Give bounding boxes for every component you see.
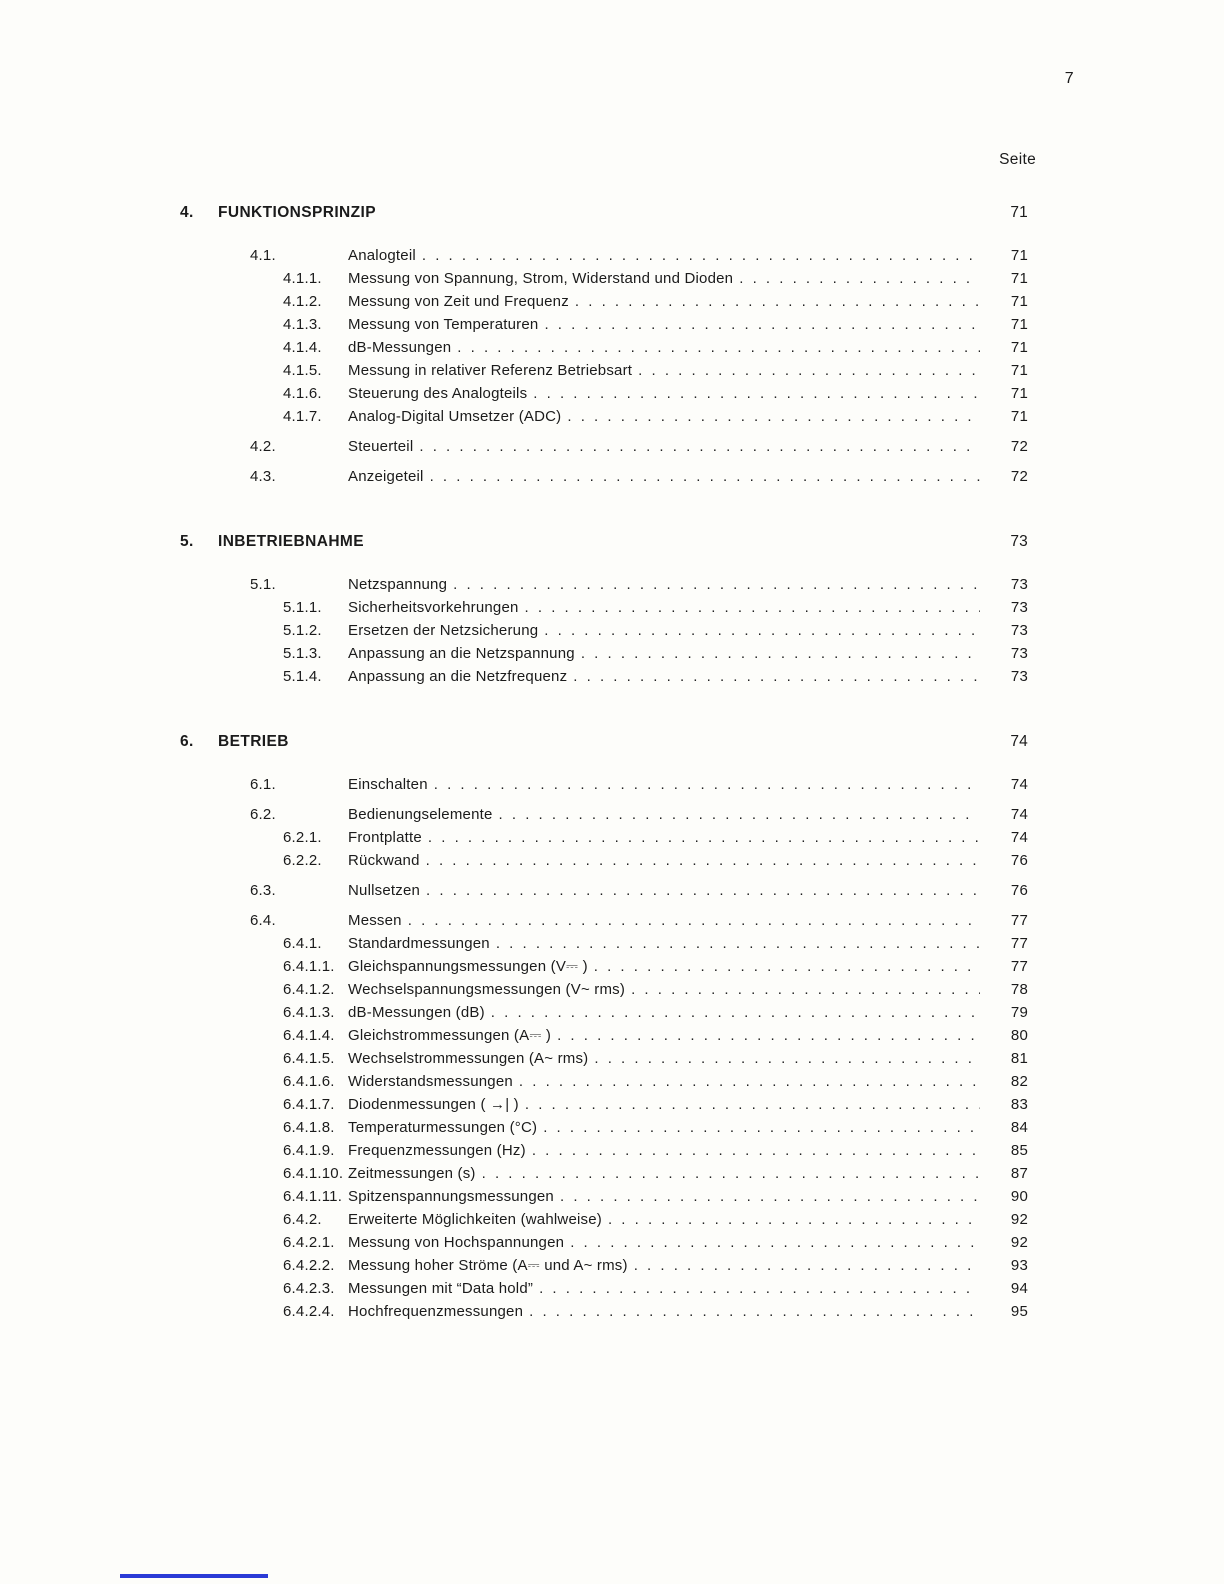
- toc-entry: [180, 803, 1028, 826]
- toc-entry: [180, 642, 1028, 665]
- entry-page: 76: [1010, 882, 1028, 899]
- entry-title: Gleichstrommessungen (A⎓ ): [348, 1027, 552, 1044]
- toc-entry: [180, 244, 1028, 267]
- dot-leader: [594, 1047, 980, 1070]
- entry-page: 84: [1010, 1119, 1028, 1136]
- entry-page: 74: [1010, 806, 1028, 823]
- entry-page: 78: [1010, 981, 1028, 998]
- dot-leader: [739, 267, 980, 290]
- toc-entry: [180, 573, 1028, 596]
- entry-page: 73: [1010, 599, 1028, 616]
- toc-section: [180, 201, 1028, 488]
- entry-number: 6.4.1.8.: [283, 1119, 335, 1136]
- entry-title: Messung in relativer Referenz Betriebsart: [348, 362, 633, 379]
- entry-title: dB-Messungen: [348, 339, 452, 356]
- entry-number: 6.4.2.2.: [283, 1257, 335, 1274]
- toc-block: [180, 879, 1028, 902]
- entry-title: Temperaturmessungen (°C): [348, 1119, 538, 1136]
- toc-entry: [180, 313, 1028, 336]
- section-page: 71: [1010, 204, 1028, 221]
- entry-title: Diodenmessungen ( →| ): [348, 1096, 519, 1113]
- dot-leader: [533, 382, 980, 405]
- blue-line-mark: [120, 1574, 268, 1578]
- dot-leader: [525, 1093, 980, 1116]
- dot-leader: [519, 1070, 980, 1093]
- entry-title: Anpassung an die Netzfrequenz: [348, 668, 568, 685]
- entry-number: 4.1.2.: [283, 293, 322, 310]
- dot-leader: [419, 435, 980, 458]
- entry-number: 6.4.1.6.: [283, 1073, 335, 1090]
- dot-leader: [638, 359, 980, 382]
- entry-number: 6.4.: [250, 912, 276, 929]
- entry-title: Messung von Temperaturen: [348, 316, 539, 333]
- entry-number: 6.4.1.9.: [283, 1142, 335, 1159]
- toc-entry: [180, 435, 1028, 458]
- entry-page: 81: [1010, 1050, 1028, 1067]
- entry-page: 74: [1010, 829, 1028, 846]
- entry-number: 6.3.: [250, 882, 276, 899]
- entry-title: Messung von Zeit und Frequenz: [348, 293, 569, 310]
- entry-number: 6.4.2.: [283, 1211, 322, 1228]
- entry-title: Sicherheitsvorkehrungen: [348, 599, 519, 616]
- entry-number: 6.4.2.1.: [283, 1234, 335, 1251]
- toc-entry: [180, 382, 1028, 405]
- dot-leader: [544, 313, 980, 336]
- entry-title: Standardmessungen: [348, 935, 490, 952]
- toc-entry: [180, 1162, 1028, 1185]
- entry-page: 83: [1010, 1096, 1028, 1113]
- dot-leader: [496, 932, 980, 955]
- entry-page: 73: [1010, 622, 1028, 639]
- entry-title: Messen: [348, 912, 402, 929]
- entry-title: Ersetzen der Netzsicherung: [348, 622, 539, 639]
- entry-page: 71: [1010, 247, 1028, 264]
- dot-leader: [544, 619, 980, 642]
- toc-block: [180, 909, 1028, 1323]
- dot-leader: [575, 290, 980, 313]
- entry-title: Wechselstrommessungen (A~ rms): [348, 1050, 589, 1067]
- dot-leader: [499, 803, 980, 826]
- entry-number: 6.4.2.3.: [283, 1280, 335, 1297]
- entry-page: 71: [1010, 362, 1028, 379]
- dot-leader: [634, 1254, 980, 1277]
- dot-leader: [428, 826, 980, 849]
- entry-number: 5.1.2.: [283, 622, 322, 639]
- toc-entry: [180, 465, 1028, 488]
- entry-title: Anzeigeteil: [348, 468, 424, 485]
- entry-number: 5.1.3.: [283, 645, 322, 662]
- entry-title: Messung hoher Ströme (A⎓ und A~ rms): [348, 1257, 628, 1274]
- entry-page: 95: [1010, 1303, 1028, 1320]
- entry-number: 6.4.1.5.: [283, 1050, 335, 1067]
- entry-title: Netzspannung: [348, 576, 448, 593]
- dot-leader: [560, 1185, 980, 1208]
- entry-number: 6.4.1.2.: [283, 981, 335, 998]
- toc-block: [180, 465, 1028, 488]
- entry-title: Frontplatte: [348, 829, 422, 846]
- entry-title: Bedienungselemente: [348, 806, 493, 823]
- toc-entry: [180, 773, 1028, 796]
- dot-leader: [491, 1001, 980, 1024]
- toc-entry: [180, 849, 1028, 872]
- entry-number: 5.1.1.: [283, 599, 322, 616]
- toc-entry: [180, 1024, 1028, 1047]
- entry-page: 92: [1010, 1234, 1028, 1251]
- toc-entry: [180, 1139, 1028, 1162]
- toc-entry: [180, 1254, 1028, 1277]
- entry-title: Messung von Spannung, Strom, Widerstand und Dioden: [348, 270, 734, 287]
- entry-page: 73: [1010, 576, 1028, 593]
- toc-entry: [180, 336, 1028, 359]
- dot-leader: [453, 573, 980, 596]
- dot-leader: [532, 1139, 980, 1162]
- dot-leader: [408, 909, 980, 932]
- entry-page: 71: [1010, 293, 1028, 310]
- entry-title: Rückwand: [348, 852, 420, 869]
- entry-page: 71: [1010, 385, 1028, 402]
- toc-entry: [180, 1001, 1028, 1024]
- dot-leader: [557, 1024, 980, 1047]
- entry-page: 93: [1010, 1257, 1028, 1274]
- entry-title: Nullsetzen: [348, 882, 421, 899]
- section-heading: [180, 201, 1028, 224]
- entry-number: 4.1.7.: [283, 408, 322, 425]
- toc-entry: [180, 955, 1028, 978]
- toc-entry: [180, 1047, 1028, 1070]
- entry-number: 6.1.: [250, 776, 276, 793]
- entry-number: 6.4.1.4.: [283, 1027, 335, 1044]
- entry-number: 4.1.4.: [283, 339, 322, 356]
- toc-block: [180, 435, 1028, 458]
- section-heading: [180, 530, 1028, 553]
- entry-page: 77: [1010, 935, 1028, 952]
- entry-page: 71: [1010, 316, 1028, 333]
- section-title: BETRIEB: [218, 733, 289, 750]
- entry-number: 6.2.1.: [283, 829, 322, 846]
- dot-leader: [525, 596, 980, 619]
- entry-number: 4.1.1.: [283, 270, 322, 287]
- entry-title: Analog-Digital Umsetzer (ADC): [348, 408, 562, 425]
- toc-entry: [180, 826, 1028, 849]
- dot-leader: [482, 1162, 980, 1185]
- section-title: FUNKTIONSPRINZIP: [218, 204, 376, 221]
- entry-page: 85: [1010, 1142, 1028, 1159]
- toc-block: [180, 573, 1028, 688]
- entry-number: 6.4.2.4.: [283, 1303, 335, 1320]
- entry-page: 74: [1010, 776, 1028, 793]
- entry-page: 76: [1010, 852, 1028, 869]
- entry-title: Spitzenspannungsmessungen: [348, 1188, 554, 1205]
- toc-entry: [180, 1116, 1028, 1139]
- entry-number: 4.1.: [250, 247, 276, 264]
- entry-page: 87: [1010, 1165, 1028, 1182]
- entry-number: 6.4.1.10.: [283, 1165, 344, 1182]
- toc-entry: [180, 932, 1028, 955]
- toc-block: [180, 773, 1028, 796]
- toc-block: [180, 244, 1028, 428]
- entry-title: Messungen mit “Data hold”: [348, 1280, 534, 1297]
- entry-title: Frequenzmessungen (Hz): [348, 1142, 526, 1159]
- entry-number: 5.1.: [250, 576, 276, 593]
- entry-number: 4.2.: [250, 438, 276, 455]
- toc-entry: [180, 879, 1028, 902]
- entry-title: Erweiterte Möglichkeiten (wahlweise): [348, 1211, 602, 1228]
- toc-entry: [180, 1185, 1028, 1208]
- entry-number: 6.4.1.11.: [283, 1188, 343, 1205]
- entry-number: 6.2.: [250, 806, 276, 823]
- entry-page: 80: [1010, 1027, 1028, 1044]
- table-of-contents: [180, 201, 1028, 1323]
- section-number: 6.: [180, 733, 194, 750]
- dot-leader: [426, 879, 980, 902]
- dot-leader: [422, 244, 980, 267]
- entry-page: 79: [1010, 1004, 1028, 1021]
- toc-entry: [180, 290, 1028, 313]
- toc-entry: [180, 359, 1028, 382]
- entry-page: 94: [1010, 1280, 1028, 1297]
- toc-entry: [180, 665, 1028, 688]
- entry-title: Wechselspannungsmessungen (V~ rms): [348, 981, 626, 998]
- entry-page: 71: [1010, 270, 1028, 287]
- toc-entry: [180, 619, 1028, 642]
- dot-leader: [581, 642, 980, 665]
- toc-section: [180, 730, 1028, 1323]
- entry-page: 72: [1010, 438, 1028, 455]
- entry-title: Analogteil: [348, 247, 416, 264]
- entry-title: Steuerteil: [348, 438, 414, 455]
- entry-page: 72: [1010, 468, 1028, 485]
- entry-title: Zeitmessungen (s): [348, 1165, 476, 1182]
- dot-leader: [570, 1231, 980, 1254]
- section-title: INBETRIEBNAHME: [218, 533, 364, 550]
- entry-page: 73: [1010, 645, 1028, 662]
- section-page: 73: [1010, 533, 1028, 550]
- dot-leader: [567, 405, 980, 428]
- page-number: 7: [1064, 70, 1074, 87]
- entry-number: 5.1.4.: [283, 668, 322, 685]
- section-page: 74: [1010, 733, 1028, 750]
- toc-entry: [180, 1231, 1028, 1254]
- toc-entry: [180, 267, 1028, 290]
- dot-leader: [631, 978, 980, 1001]
- toc-entry: [180, 1093, 1028, 1116]
- seite-column-header: Seite: [999, 151, 1036, 168]
- entry-title: Einschalten: [348, 776, 428, 793]
- toc-section: [180, 530, 1028, 688]
- entry-page: 92: [1010, 1211, 1028, 1228]
- dot-leader: [426, 849, 980, 872]
- entry-number: 4.1.6.: [283, 385, 322, 402]
- dot-leader: [594, 955, 980, 978]
- dot-leader: [457, 336, 980, 359]
- entry-number: 6.4.1.3.: [283, 1004, 335, 1021]
- section-number: 4.: [180, 204, 194, 221]
- toc-entry: [180, 1070, 1028, 1093]
- entry-page: 73: [1010, 668, 1028, 685]
- dot-leader: [539, 1277, 980, 1300]
- toc-block: [180, 803, 1028, 872]
- entry-title: Messung von Hochspannungen: [348, 1234, 565, 1251]
- dot-leader: [434, 773, 980, 796]
- entry-number: 6.4.1.1.: [283, 958, 335, 975]
- entry-page: 82: [1010, 1073, 1028, 1090]
- toc-entry: [180, 1277, 1028, 1300]
- dot-leader: [529, 1300, 980, 1323]
- toc-entry: [180, 1208, 1028, 1231]
- toc-entry: [180, 1300, 1028, 1323]
- entry-title: Gleichspannungsmessungen (V⎓ ): [348, 958, 588, 975]
- section-heading: [180, 730, 1028, 753]
- entry-number: 4.1.5.: [283, 362, 322, 379]
- entry-page: 71: [1010, 408, 1028, 425]
- section-number: 5.: [180, 533, 194, 550]
- entry-number: 6.4.1.7.: [283, 1096, 335, 1113]
- toc-entry: [180, 978, 1028, 1001]
- entry-title: Steuerung des Analogteils: [348, 385, 528, 402]
- dot-leader: [430, 465, 980, 488]
- entry-number: 6.4.1.: [283, 935, 322, 952]
- toc-entry: [180, 596, 1028, 619]
- entry-number: 4.3.: [250, 468, 276, 485]
- entry-page: 77: [1010, 958, 1028, 975]
- entry-title: Hochfrequenzmessungen: [348, 1303, 524, 1320]
- entry-page: 90: [1010, 1188, 1028, 1205]
- entry-page: 77: [1010, 912, 1028, 929]
- entry-title: Widerstandsmessungen: [348, 1073, 513, 1090]
- dot-leader: [543, 1116, 980, 1139]
- entry-title: Anpassung an die Netzspannung: [348, 645, 575, 662]
- toc-entry: [180, 909, 1028, 932]
- dot-leader: [573, 665, 980, 688]
- toc-entry: [180, 405, 1028, 428]
- entry-page: 71: [1010, 339, 1028, 356]
- entry-number: 4.1.3.: [283, 316, 322, 333]
- dot-leader: [608, 1208, 980, 1231]
- entry-title: dB-Messungen (dB): [348, 1004, 485, 1021]
- entry-number: 6.2.2.: [283, 852, 322, 869]
